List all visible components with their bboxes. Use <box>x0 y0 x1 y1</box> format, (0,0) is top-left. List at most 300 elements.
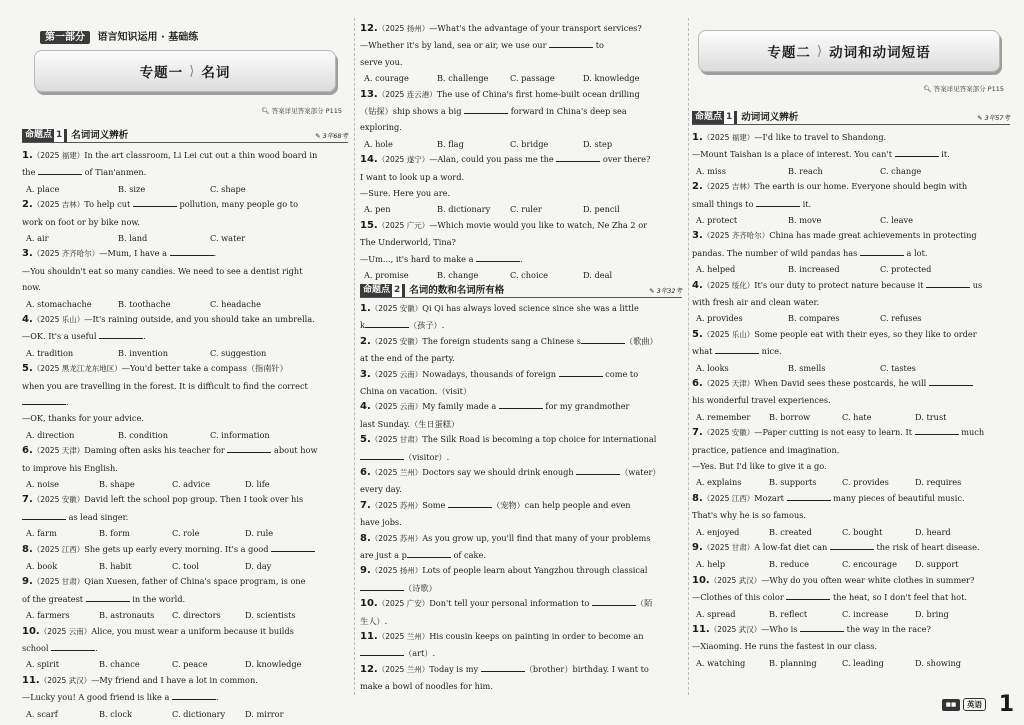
question-item <box>22 623 348 673</box>
question-line: 7.（2025 苏州）Some （宠物）can help people and even <box>360 499 631 511</box>
answer-option[interactable]: A. noise <box>26 479 59 489</box>
answer-options <box>22 296 348 312</box>
answer-blank[interactable] <box>549 39 593 48</box>
section-title: 动词词义辨析 <box>741 112 799 123</box>
answer-option[interactable]: C. bought <box>842 526 883 537</box>
search-icon: 🔍︎ <box>923 84 932 93</box>
answer-option[interactable]: D. showing <box>915 657 962 668</box>
answer-option[interactable]: C. protected <box>880 264 932 275</box>
answer-option[interactable]: C. water <box>210 233 246 243</box>
answer-reference <box>923 84 1004 93</box>
question-number: 3. <box>22 248 33 260</box>
answer-option[interactable]: B. reach <box>788 165 823 176</box>
answer-option[interactable]: C. information <box>210 429 270 440</box>
question-line: every day. <box>360 484 402 495</box>
answer-options <box>692 655 1010 671</box>
answer-option[interactable]: B. change <box>437 270 479 281</box>
answer-option[interactable]: A. spirit <box>26 659 60 670</box>
answer-option[interactable]: A. enjoyed <box>696 526 740 537</box>
question-number: 5. <box>692 328 703 340</box>
question-source: （2025 福建） <box>702 133 755 142</box>
answer-option[interactable]: D. mirror <box>245 708 284 719</box>
answer-option[interactable]: B. condition <box>118 429 168 440</box>
answer-blank[interactable] <box>365 319 409 328</box>
section-title: 名词词义辨析 <box>71 130 129 141</box>
question-source: （2025 兰州） <box>370 468 423 477</box>
answer-option[interactable]: A. direction <box>26 429 75 440</box>
answer-blank[interactable] <box>895 148 939 157</box>
answer-option[interactable]: C. directors <box>172 610 221 621</box>
question-number: 6. <box>22 445 33 457</box>
answer-options <box>692 310 1010 326</box>
answer-option[interactable]: D. bring <box>915 608 949 619</box>
answer-option[interactable]: C. dictionary <box>172 708 226 719</box>
question-item <box>22 672 348 722</box>
question-number: 12. <box>360 23 378 34</box>
answer-blank[interactable] <box>715 345 759 354</box>
answer-option[interactable]: A. hole <box>364 138 393 149</box>
answer-option[interactable]: D. support <box>915 559 959 570</box>
answer-blank[interactable] <box>38 166 82 175</box>
question-line: —OK, thanks for your advice. <box>22 413 144 424</box>
answer-option[interactable]: C. tool <box>172 561 199 571</box>
question-item <box>360 562 682 596</box>
answer-blank[interactable] <box>227 444 271 453</box>
answer-options <box>22 656 348 672</box>
question-line: k （孩子）. <box>360 320 445 331</box>
answer-option[interactable]: C. headache <box>210 298 262 309</box>
question-line: —Xiaoming. He runs the fastest in our class. <box>692 641 878 652</box>
question-source: （2025 苏州） <box>370 533 423 543</box>
answer-options <box>22 558 348 574</box>
question-item <box>22 491 348 541</box>
right-column <box>692 0 1010 725</box>
answer-option[interactable]: B. habit <box>99 561 132 571</box>
answer-option[interactable]: A. book <box>26 561 58 571</box>
question-source: （2025 广安） <box>377 599 430 609</box>
question-source: （2025 吉林） <box>32 200 85 210</box>
answer-option[interactable]: B. reflect <box>769 608 808 619</box>
answer-option[interactable]: D. trust <box>915 411 947 422</box>
answer-option[interactable]: B. invention <box>118 347 168 358</box>
answer-blank[interactable] <box>271 543 315 552</box>
answer-option[interactable]: A. pen <box>364 204 391 215</box>
question-source: （2025 武汉） <box>709 625 762 634</box>
answer-blank[interactable] <box>787 492 831 501</box>
question-line: make a bowl of noodles for him. <box>360 681 493 692</box>
logo-mark: ■■ <box>942 699 960 711</box>
question-number: 9. <box>22 576 33 588</box>
answer-blank[interactable] <box>360 647 404 656</box>
answer-blank[interactable] <box>86 593 130 602</box>
answer-option[interactable]: D. requires <box>915 477 962 488</box>
question-line: 9.（2025 扬州）Lots of people learn about Yangzhou through classical <box>360 565 648 577</box>
answer-options <box>692 474 1010 490</box>
answer-option[interactable]: A. place <box>26 183 60 194</box>
answer-option[interactable]: A. remember <box>696 411 751 422</box>
answer-blank[interactable] <box>830 541 874 550</box>
topic2-number: 专题二 <box>767 45 811 61</box>
answer-blank[interactable] <box>99 330 143 339</box>
question-item <box>360 398 682 432</box>
question-source: （2025 武汉） <box>39 675 92 685</box>
question-item <box>692 129 1010 179</box>
section-header-2 <box>360 284 682 298</box>
answer-option[interactable]: D. scientists <box>245 610 296 621</box>
answer-options <box>692 409 1010 425</box>
answer-option[interactable]: C. shape <box>210 183 246 194</box>
question-source: （2025 兰州） <box>377 664 430 674</box>
question-source: （2025 江西） <box>702 493 755 503</box>
question-line: 1.（2025 安徽）Qi Qi has always loved science since she was a little <box>360 303 639 314</box>
question-line: 6.（2025 兰州）Doctors say we should drink enough （water） <box>360 467 661 478</box>
question-source: （2025 安徽） <box>370 304 423 313</box>
answer-blank[interactable] <box>172 691 216 700</box>
answer-option[interactable]: B. size <box>118 183 146 194</box>
question-number: 2. <box>360 335 371 347</box>
question-number: 10. <box>360 598 378 610</box>
question-source: （2025 云南） <box>39 626 92 636</box>
answer-option[interactable]: A. protect <box>696 215 738 225</box>
answer-options <box>692 360 1010 376</box>
answer-option[interactable]: C. choice <box>510 270 549 281</box>
question-item <box>360 300 682 334</box>
answer-option[interactable]: A. help <box>696 559 726 570</box>
answer-blank[interactable] <box>800 623 844 632</box>
answer-option[interactable]: B. reduce <box>769 559 809 570</box>
answer-option[interactable]: B. clock <box>99 708 132 719</box>
answer-blank[interactable] <box>576 466 620 475</box>
question-number: 14. <box>360 154 378 166</box>
answer-option[interactable]: C. refuses <box>880 313 922 324</box>
question-line: with fresh air and clean water. <box>692 297 820 307</box>
answer-option[interactable]: A. explains <box>696 477 742 488</box>
answer-option[interactable]: D. step <box>583 138 613 149</box>
answer-option[interactable]: A. stomachache <box>26 298 92 309</box>
question-number: 8. <box>692 492 703 504</box>
answer-option[interactable]: C. leave <box>880 215 913 225</box>
answer-option[interactable]: D. knowledge <box>583 73 640 84</box>
answer-options <box>22 607 348 623</box>
answer-option[interactable]: B. planning <box>769 657 817 668</box>
answer-option[interactable]: B. dictionary <box>437 204 491 215</box>
answer-blank[interactable] <box>476 253 520 262</box>
answer-blank[interactable] <box>581 335 625 344</box>
answer-option[interactable]: B. smells <box>788 362 826 373</box>
answer-options <box>22 181 348 197</box>
answer-option[interactable]: A. spread <box>696 608 736 619</box>
answer-reference <box>261 106 342 115</box>
question-line: —You shouldn't eat so many candies. We need to see a dentist right <box>22 265 303 276</box>
question-line: practice, patience and imagination. <box>692 444 840 455</box>
middle-column <box>360 0 682 725</box>
answer-option[interactable]: C. passage <box>510 73 555 84</box>
question-line: are just a p of cake. <box>360 550 486 560</box>
question-source: （2025 苏州） <box>370 500 423 510</box>
question-line: 8.（2025 江西）She gets up early every morning. It's a good <box>22 541 348 558</box>
question-line: 3.（2025 云南）Nowadays, thousands of foreign come to <box>360 368 639 380</box>
part-tag <box>40 30 198 46</box>
answer-options <box>22 427 348 443</box>
question-item <box>360 431 682 465</box>
answer-option[interactable]: A. looks <box>696 362 729 373</box>
question-item <box>360 464 682 498</box>
answer-option[interactable]: B. flag <box>437 138 464 149</box>
answer-option[interactable]: A. scarf <box>26 708 58 719</box>
question-line: the of Tian'anmen. <box>22 167 147 178</box>
answer-option[interactable]: A. tradition <box>26 347 74 358</box>
question-line: have jobs. <box>360 517 402 528</box>
question-number: 11. <box>360 631 378 642</box>
answer-option[interactable]: B. created <box>769 526 812 537</box>
answer-option[interactable]: B. move <box>788 215 822 225</box>
question-item <box>692 424 1010 491</box>
question-number: 4. <box>692 279 703 291</box>
question-line: school . <box>22 643 98 653</box>
question-source: （2025 扬州） <box>377 24 430 33</box>
answer-option[interactable]: C. provides <box>842 477 889 488</box>
answer-blank[interactable] <box>170 247 214 256</box>
answer-option[interactable]: A. miss <box>696 165 726 176</box>
answer-blank[interactable] <box>499 400 543 409</box>
answer-option[interactable]: D. knowledge <box>245 659 302 670</box>
question-number: 9. <box>360 565 371 577</box>
answer-blank[interactable] <box>407 549 451 558</box>
answer-option[interactable]: A. watching <box>696 657 746 668</box>
answer-option[interactable]: A. helped <box>696 264 736 275</box>
answer-option[interactable]: D. rule <box>245 528 274 539</box>
answer-blank[interactable] <box>756 198 800 207</box>
banner-separator: ⟩ <box>816 43 824 59</box>
question-line: 13.（2025 连云港）The use of China's first home-built ocean drilling <box>360 88 640 100</box>
answer-option[interactable]: B. form <box>99 528 130 539</box>
answer-option[interactable]: A. farmers <box>26 610 70 621</box>
question-source: （2025 云南） <box>370 369 423 379</box>
answer-blank[interactable] <box>22 396 66 405</box>
answer-blank[interactable] <box>360 451 404 460</box>
question-line: That's why he is so famous. <box>692 510 807 521</box>
question-line: to improve his English. <box>22 462 118 473</box>
question-number: 5. <box>22 363 33 375</box>
answer-option[interactable]: A. provides <box>696 313 743 324</box>
section-header-3 <box>692 111 1010 125</box>
question-line: small things to it. <box>692 198 812 209</box>
column-divider <box>354 18 355 695</box>
question-number: 5. <box>360 434 371 446</box>
answer-option[interactable]: B. astronauts <box>99 610 155 621</box>
question-line: 4.（2025 绥化）It's our duty to protect nature because it us <box>692 279 983 291</box>
answer-blank[interactable] <box>860 247 904 256</box>
answer-option[interactable]: A. farm <box>26 528 57 539</box>
question-line: 11.（2025 武汉）—My friend and I have a lot in common. <box>22 674 258 686</box>
question-line: 10.（2025 广安）Don't tell your personal information to （陌 <box>360 598 653 610</box>
answer-option[interactable]: B. challenge <box>437 73 489 84</box>
question-item <box>692 572 1010 622</box>
answer-options <box>22 230 348 246</box>
question-item <box>22 442 348 492</box>
answer-blank[interactable] <box>51 642 95 651</box>
question-number: 15. <box>360 219 378 231</box>
answer-option[interactable]: B. increased <box>788 264 840 275</box>
answer-option[interactable]: D. life <box>245 479 270 489</box>
question-item <box>360 366 682 400</box>
question-number: 7. <box>22 494 33 506</box>
question-line: I want to look up a word. <box>360 171 465 182</box>
answer-options <box>360 267 682 283</box>
answer-option[interactable]: B. supports <box>769 477 817 488</box>
answer-blank[interactable] <box>559 368 603 377</box>
question-line: 2.（2025 吉林）The earth is our home. Everyone should begin with <box>692 181 968 193</box>
question-line: 8.（2025 江西）Mozart many pieces of beautiful music. <box>692 492 965 504</box>
answer-option[interactable]: D. pencil <box>583 204 620 215</box>
question-source: （2025 黑龙江龙东地区） <box>32 364 122 374</box>
question-line: exploring. <box>360 122 402 133</box>
question-source: （2025 齐齐哈尔） <box>32 249 100 259</box>
answer-option[interactable]: A. promise <box>364 270 409 281</box>
answer-option[interactable]: B. compares <box>788 313 840 324</box>
answer-blank[interactable] <box>133 198 177 207</box>
question-item <box>360 217 682 284</box>
part-subtitle: 语言知识运用 · 基础练 <box>97 32 199 43</box>
answer-option[interactable]: C. peace <box>172 659 208 670</box>
question-item <box>360 595 682 629</box>
question-source: （2025 甘肃） <box>370 435 423 445</box>
question-line: 5.（2025 甘肃）The Silk Road is becoming a top choice for international <box>360 434 657 446</box>
answer-option[interactable]: C. increase <box>842 608 889 619</box>
question-line: The Underworld, Tina? <box>360 237 456 248</box>
question-number: 8. <box>22 543 33 555</box>
answer-option[interactable]: C. bridge <box>510 138 549 149</box>
answer-option[interactable]: C. tastes <box>880 362 916 373</box>
topic1-name: 名词 <box>201 65 231 81</box>
topic2-banner <box>698 30 1000 72</box>
answer-blank[interactable] <box>556 153 600 162</box>
question-item <box>360 497 682 531</box>
answer-option[interactable]: C. advice <box>172 479 210 489</box>
question-line: 1.（2025 福建）In the art classroom, Li Lei cut out a thin wood board in <box>22 150 318 161</box>
part-label: 第一部分 <box>40 31 90 44</box>
question-line: 15.（2025 广元）—Which movie would you like to watch, Ne Zha 2 or <box>360 219 648 231</box>
question-source: （2025 安徽） <box>702 428 755 438</box>
question-item <box>22 147 348 197</box>
question-line: 2.（2025 安徽）The foreign students sang a Chinese s （歌曲） <box>360 335 658 347</box>
question-line: as lead singer. <box>22 509 348 525</box>
answer-options <box>692 556 1010 572</box>
answer-option[interactable]: C. suggestion <box>210 347 267 358</box>
answer-options <box>360 201 682 217</box>
question-item <box>360 661 682 695</box>
question-number: 6. <box>692 378 703 389</box>
answer-blank[interactable] <box>448 499 492 508</box>
topic1-number: 专题一 <box>139 65 184 81</box>
question-line: 12.（2025 扬州）—What's the advantage of your transport services? <box>360 23 642 34</box>
question-item <box>22 245 348 312</box>
answer-blank[interactable] <box>481 663 525 672</box>
answer-option[interactable]: C. role <box>172 528 200 539</box>
answer-blank[interactable] <box>929 377 973 386</box>
question-number: 7. <box>692 427 703 439</box>
answer-option[interactable]: C. ruler <box>510 204 542 215</box>
section-tag: 命题点 2 <box>360 284 405 297</box>
question-item <box>22 573 348 623</box>
question-line: when you are travelling in the forest. It is difficult to find the correct <box>22 380 308 391</box>
topic2-name: 动词和动词短语 <box>829 45 931 61</box>
question-line: —Lucky you! A good friend is like a . <box>22 692 219 703</box>
question-item <box>22 360 348 443</box>
question-line: 3.（2025 齐齐哈尔）China has made great achievements in protecting <box>692 230 977 242</box>
question-item <box>692 539 1010 573</box>
question-line: work on foot or by bike now. <box>22 216 141 227</box>
answer-option[interactable]: B. chance <box>99 659 140 670</box>
question-source: （2025 安徽） <box>370 336 423 346</box>
answer-options <box>22 476 348 492</box>
answer-options <box>360 70 682 86</box>
answer-option[interactable]: D. deal <box>583 270 613 281</box>
answer-blank[interactable] <box>786 591 830 600</box>
question-item <box>692 227 1010 277</box>
answer-option[interactable]: A. air <box>26 233 49 243</box>
answer-option[interactable]: D. day <box>245 561 272 571</box>
question-line: 5.（2025 黑龙江龙东地区）—You'd better take a compass（指南针） <box>22 363 288 375</box>
question-item <box>360 333 682 367</box>
question-number: 3. <box>692 230 703 242</box>
answer-option[interactable]: B. land <box>118 233 148 243</box>
question-number: 8. <box>360 532 371 544</box>
question-line: 6.（2025 天津）When David sees these postcards, he will <box>692 375 1010 392</box>
answer-option[interactable]: D. heard <box>915 526 951 537</box>
question-line: （art）. <box>360 645 682 661</box>
answer-option[interactable]: C. hate <box>842 411 872 422</box>
question-source: （2025 安徽） <box>32 495 85 505</box>
question-item <box>360 86 682 153</box>
answer-option[interactable]: B. shape <box>99 479 135 489</box>
question-item <box>692 326 1010 376</box>
question-line: 生人）. <box>360 615 388 626</box>
answer-blank[interactable] <box>926 279 970 288</box>
answer-blank[interactable] <box>592 597 636 606</box>
question-line: 10.（2025 云南）Alice, you must wear a uniform because it builds <box>22 625 294 637</box>
question-number: 6. <box>360 467 371 478</box>
question-item <box>692 490 1010 540</box>
question-source: （2025 连云港） <box>377 89 437 99</box>
question-source: （2025 乐山） <box>32 315 85 324</box>
question-line: 1.（2025 福建）—I'd like to travel to Shandong. <box>692 132 887 143</box>
section-header-1 <box>22 129 348 143</box>
publisher-logo <box>942 698 986 711</box>
answer-blank[interactable] <box>360 582 404 591</box>
question-item <box>692 621 1010 671</box>
answer-option[interactable]: C. leading <box>842 657 884 668</box>
question-source: （2025 甘肃） <box>32 577 85 587</box>
question-line: 12.（2025 兰州）Today is my （brother）birthday. I want to <box>360 663 649 675</box>
question-number: 1. <box>692 132 703 143</box>
question-item <box>360 628 682 662</box>
answer-option[interactable]: A. courage <box>364 73 409 84</box>
answer-options <box>22 706 348 722</box>
answer-option[interactable]: C. encourage <box>842 559 897 570</box>
question-line: —Um..., it's hard to make a . <box>360 253 523 264</box>
answer-option[interactable]: B. toothache <box>118 298 171 309</box>
answer-option[interactable]: C. change <box>880 165 922 176</box>
answer-blank[interactable] <box>464 105 508 114</box>
question-line: 8.（2025 苏州）As you grow up, you'll find that many of your problems <box>360 532 651 544</box>
answer-blank[interactable] <box>915 426 959 435</box>
answer-blank[interactable] <box>22 511 66 520</box>
question-source: （2025 武汉） <box>709 575 762 585</box>
answer-option[interactable]: B. borrow <box>769 411 811 422</box>
question-line: his wonderful travel experiences. <box>692 395 831 406</box>
question-number: 11. <box>22 674 40 686</box>
